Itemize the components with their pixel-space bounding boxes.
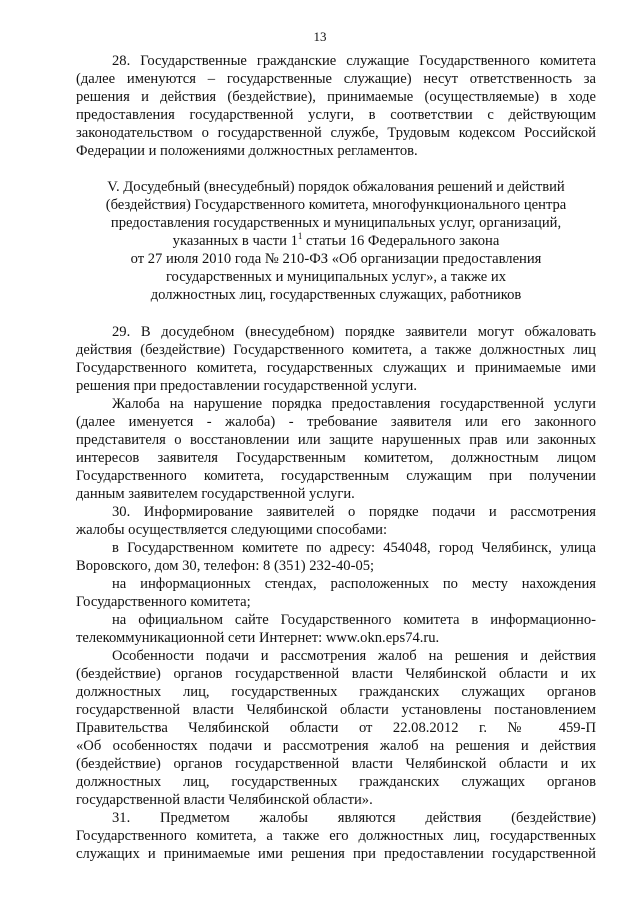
superscript: 1 [297,232,303,241]
heading-line: предоставления государственных и муниципальных услуг, организаций, [110,215,562,231]
heading-text: указанных в части 1 [172,233,298,249]
text-line: Особенности подачи и рассмотрения жалоб на решения и действия [112,648,596,664]
text-line: Государственного комитета, государственных служащих и принимаемые ими [76,360,596,376]
heading-line: V. Досудебный (внесудебный) порядок обжалования решений и действий [107,179,565,195]
text-line: Воровского, дом 30, телефон: 8 (351) 232-40-05; [76,558,375,574]
heading-line: должностных лиц, государственных служащих, работников [150,287,522,303]
heading-line [76,232,596,250]
page-number: 13 [313,29,327,44]
text-line: Правительства Челябинской области от 22.08.2012 г. № 459-П [76,720,596,736]
text-line: государственной власти Челябинской области установлены постановлением [76,702,596,718]
text-line: телекоммуникационной сети Интернет: www.okn.eps74.ru. [76,630,440,646]
text-line: законодательством о государственной службе, Трудовым кодексом Российской [76,125,596,141]
text-line: в Государственном комитете по адресу: 454048, город Челябинск, улица [112,540,596,556]
text-line: интересов заявителя Государственным комитетом, должностным лицом [76,450,596,466]
heading-line: от 27 июля 2010 года № 210-ФЗ «Об организации предоставления [130,251,542,267]
text-line: (бездействие) органов государственной власти Челябинской области и их [76,666,596,682]
text-line: 31. Предметом жалобы являются действия (бездействие) [112,810,596,826]
text-line: данным заявителем государственной услуги. [76,486,355,502]
text-line: Федерации и положениями должностных регламентов. [76,143,418,159]
text-line: представителя о восстановлении или защите нарушенных прав или законных [76,432,596,448]
text-line: 28. Государственные гражданские служащие Государственного комитета [112,53,596,69]
text-line: (далее именуются – государственные служащие) несут ответственность за [76,71,596,87]
text-line: (бездействие) органов государственной власти Челябинской области и их [76,756,596,772]
text-line: Государственного комитета; [76,594,251,610]
text-line: 29. В досудебном (внесудебном) порядке заявители могут обжаловать [112,324,596,340]
heading-line: государственных и муниципальных услуг», а также их [165,269,507,285]
text-line: жалобы осуществляется следующими способами: [76,522,388,538]
text-line: на официальном сайте Государственного комитета в информационно- [112,612,596,628]
heading-text: статьи 16 Федерального закона [302,233,500,249]
text-line: должностных лиц, государственных гражданских служащих органов [76,774,596,790]
text-line: служащих и принимаемые ими решения при предоставлении государственной [76,846,596,862]
text-line: Государственного комитета, государственным служащим при получении [76,468,596,484]
text-line: решения и действия (бездействие), принимаемые (осуществляемые) в ходе [76,89,596,105]
text-line: должностных лиц, государственных гражданских служащих органов [76,684,596,700]
text-line: «Об особенностях подачи и рассмотрения жалоб на решения и действия [76,738,596,754]
text-line: на информационных стендах, расположенных по месту нахождения [112,576,596,592]
text-line: Жалоба на нарушение порядка предоставления государственной услуги [112,396,596,412]
text-line: Государственного комитета, а также его должностных лиц, государственных [76,828,596,844]
heading-line: (бездействия) Государственного комитета, многофункционального центра [105,197,567,213]
text-line: (далее именуется - жалоба) - требование заявителя или его законного [76,414,596,430]
text-line: предоставления государственной услуги, в соответствии с действующим [76,107,596,123]
text-line: действия (бездействие) Государственного комитета, а также должностных лиц [76,342,596,358]
text-line: государственной власти Челябинской области». [76,792,373,808]
text-line: 30. Информирование заявителей о порядке подачи и рассмотрения [112,504,596,520]
text-line: решения при предоставлении государственной услуги. [76,378,418,394]
